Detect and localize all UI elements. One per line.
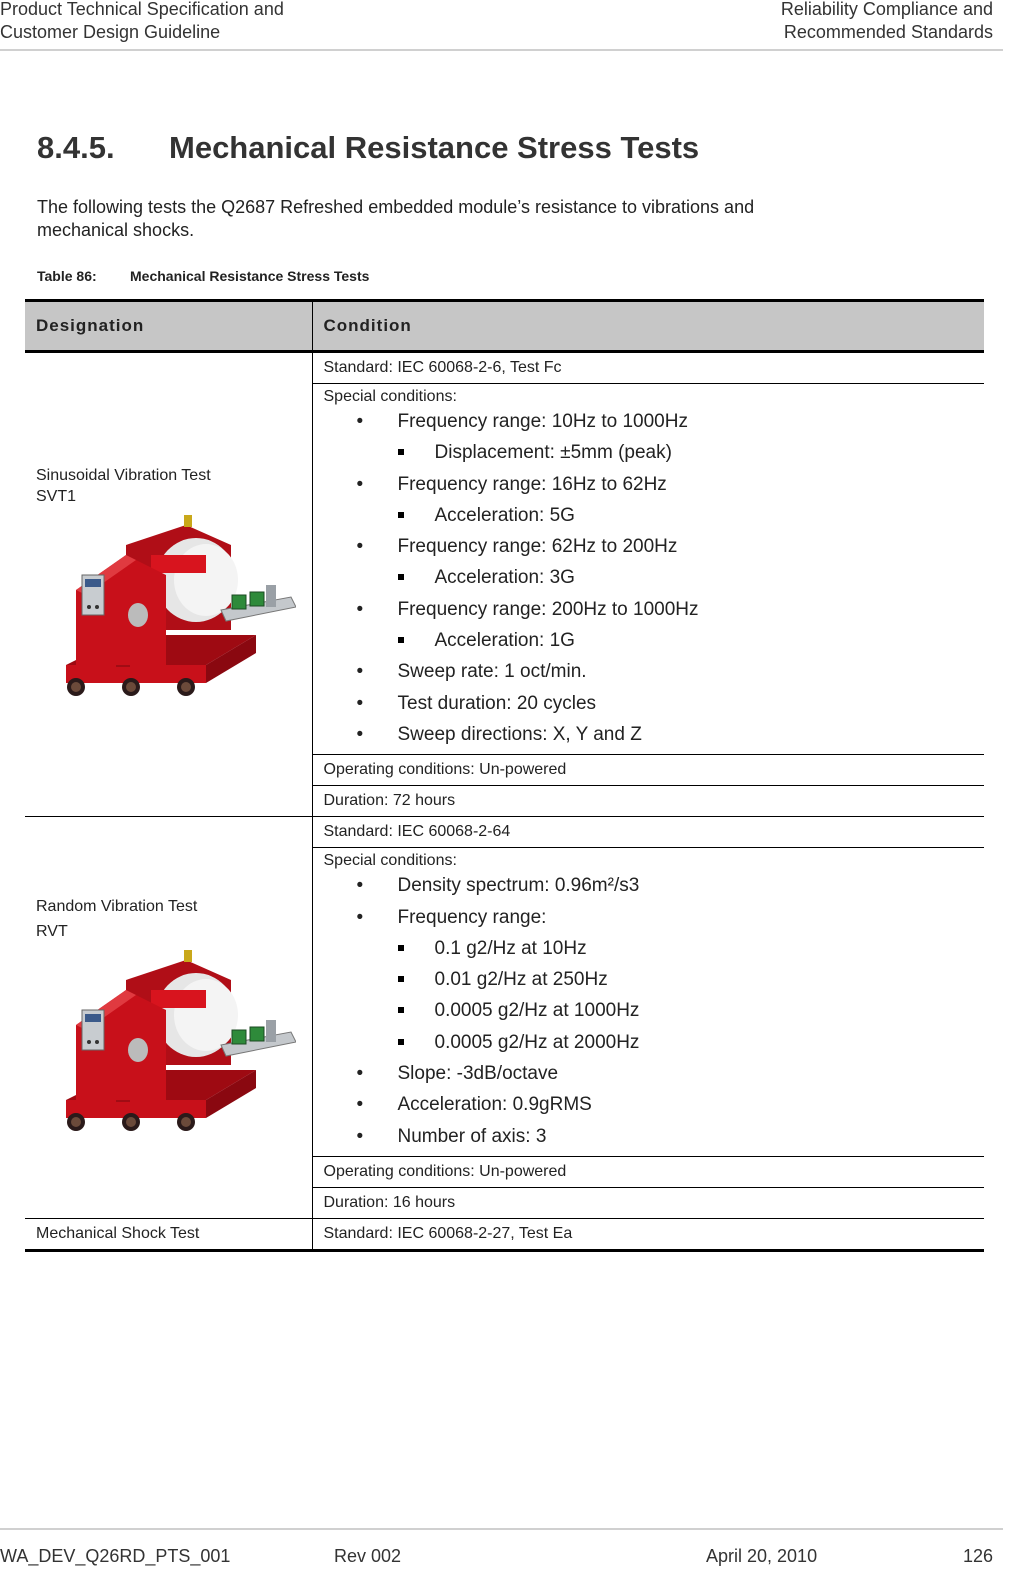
rvt-conditions-list xyxy=(324,870,974,1152)
shock-standard: Standard: IEC 60068-2-27, Test Ea xyxy=(312,1218,984,1250)
list-item: • Frequency range: 10Hz to 1000Hz Displacement: ±5mm (peak) xyxy=(324,406,974,469)
rvt-designation-cell xyxy=(25,817,312,1219)
list-item: • Frequency range: 0.1 g2/Hz at 10Hz 0.01 g2/Hz at 250Hz 0.0005 g2/Hz at 1000Hz 0.0005 g2/Hz at 2000Hz xyxy=(324,902,974,1058)
footer-revision: Rev 002 xyxy=(334,1546,402,1566)
page-header-left xyxy=(0,0,284,44)
footer-date: April 20, 2010 xyxy=(706,1546,818,1566)
vibration-test-equipment-image xyxy=(56,515,296,705)
list-item: • Acceleration: 0.9gRMS xyxy=(324,1089,974,1120)
rvt-name-line2: RVT xyxy=(36,922,68,940)
svt-standard: Standard: IEC 60068-2-6, Test Fc xyxy=(312,352,984,384)
table-row xyxy=(25,1218,984,1250)
svt-special-conditions-cell xyxy=(312,384,984,755)
list-item: • Number of axis: 3 xyxy=(324,1121,974,1152)
rvt-operating-conditions: Operating conditions: Un-powered xyxy=(312,1156,984,1187)
intro-line2: mechanical shocks. xyxy=(37,220,195,240)
table-caption xyxy=(37,268,369,284)
rvt-special-conditions-cell xyxy=(312,848,984,1157)
table-row xyxy=(25,352,984,384)
shock-designation: Mechanical Shock Test xyxy=(25,1218,312,1250)
list-item: 0.1 g2/Hz at 10Hz xyxy=(398,933,974,964)
table-caption-title: Mechanical Resistance Stress Tests xyxy=(130,268,370,284)
svt-operating-conditions: Operating conditions: Un-powered xyxy=(312,755,984,786)
rvt-standard: Standard: IEC 60068-2-64 xyxy=(312,817,984,848)
svt-name-line2: SVT1 xyxy=(36,487,77,505)
list-item: Acceleration: 3G xyxy=(398,562,974,593)
list-item: • Test duration: 20 cycles xyxy=(324,688,974,719)
list-item: 0.0005 g2/Hz at 1000Hz xyxy=(398,995,974,1026)
mechanical-stress-table xyxy=(25,299,984,1252)
header-left-line1: Product Technical Specification and xyxy=(0,0,284,19)
intro-line1: The following tests the Q2687 Refreshed embedded module’s resistance to vibrations and xyxy=(37,197,755,217)
svt-special-label: Special conditions: xyxy=(323,388,457,405)
list-item: Acceleration: 1G xyxy=(398,625,974,656)
page-header-right xyxy=(781,0,993,44)
list-item: Acceleration: 5G xyxy=(398,500,974,531)
list-item: 0.0005 g2/Hz at 2000Hz xyxy=(398,1027,974,1058)
rvt-special-label: Special conditions: xyxy=(323,852,457,870)
rvt-name-line1: Random Vibration Test xyxy=(36,897,198,915)
column-header-designation: Designation xyxy=(25,301,312,352)
svt-name-line1: Sinusoidal Vibration Test xyxy=(36,466,211,484)
list-item: • Frequency range: 62Hz to 200Hz Acceleration: 3G xyxy=(324,531,974,594)
section-title: Mechanical Resistance Stress Tests xyxy=(169,130,700,165)
table-caption-label: Table 86: xyxy=(37,268,97,284)
header-left-line2: Customer Design Guideline xyxy=(0,22,221,42)
svt-conditions-list xyxy=(324,406,974,750)
list-item: • Density spectrum: 0.96m²/s3 xyxy=(324,870,974,901)
vibration-test-equipment-image xyxy=(56,950,296,1140)
list-item: 0.01 g2/Hz at 250Hz xyxy=(398,964,974,995)
footer-doc-id: WA_DEV_Q26RD_PTS_001 xyxy=(0,1546,231,1566)
column-header-condition: Condition xyxy=(312,301,984,352)
table-row xyxy=(25,817,984,848)
header-right-line1: Reliability Compliance and xyxy=(780,0,993,19)
list-item: • Frequency range: 16Hz to 62Hz Acceleration: 5G xyxy=(324,469,974,532)
list-item: • Sweep directions: X, Y and Z xyxy=(324,719,974,750)
list-item: • Sweep rate: 1 oct/min. xyxy=(324,656,974,687)
footer-page-number: 126 xyxy=(962,1546,993,1566)
header-right-line2: Recommended Standards xyxy=(783,22,993,42)
intro-paragraph xyxy=(37,196,937,242)
footer-divider xyxy=(0,1528,1003,1530)
list-item: • Slope: -3dB/octave xyxy=(324,1058,974,1089)
list-item: • Frequency range: 200Hz to 1000Hz Acceleration: 1G xyxy=(324,594,974,657)
section-heading xyxy=(37,130,699,166)
svt-duration: Duration: 72 hours xyxy=(312,786,984,817)
header-divider xyxy=(0,49,1003,51)
table-header-row xyxy=(25,301,984,352)
svt-designation-cell xyxy=(25,352,312,817)
section-number: 8.4.5. xyxy=(37,130,115,165)
rvt-duration: Duration: 16 hours xyxy=(312,1187,984,1218)
list-item: Displacement: ±5mm (peak) xyxy=(398,437,974,468)
